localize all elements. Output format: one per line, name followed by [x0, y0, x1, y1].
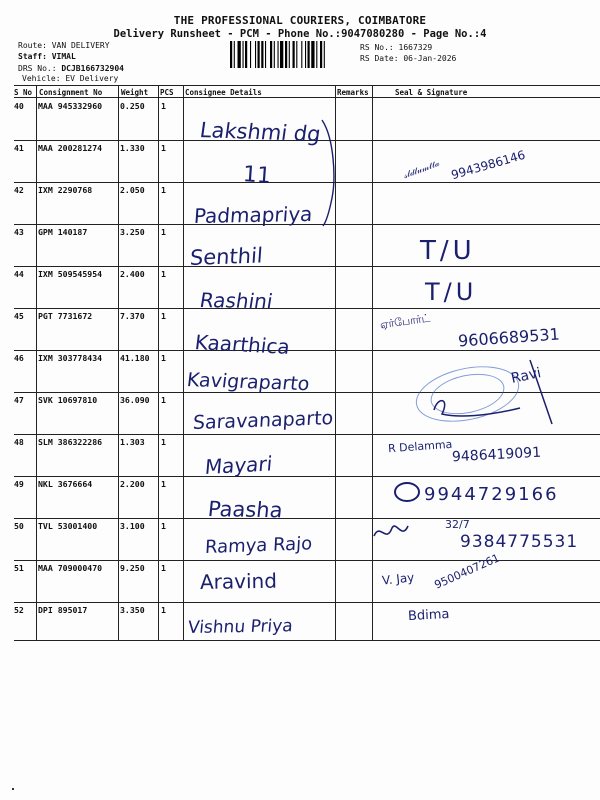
pcs-cell: 1: [161, 437, 166, 447]
signature-phone: 9500407261: [432, 551, 502, 592]
sno-cell: 45: [14, 311, 24, 321]
col-header-pcs: PCS: [160, 88, 174, 97]
consignee-handwriting: Vishnu Priya: [187, 616, 294, 639]
signature-loop-icon: [392, 480, 422, 504]
drs-label: DRS No.:: [18, 64, 57, 73]
table-row: [14, 266, 600, 308]
weight-cell: 41.180: [120, 353, 150, 363]
sno-cell: 44: [14, 269, 24, 279]
sno-cell: 46: [14, 353, 24, 363]
signature-phone: 9943986146: [449, 147, 527, 183]
consignment-cell: NKL 3676664: [38, 479, 93, 489]
signature-stroke: [428, 358, 558, 428]
signature-mark: 32/7: [445, 518, 470, 531]
table-row: [14, 560, 600, 602]
pcs-cell: 1: [161, 143, 166, 153]
consignee-handwriting: Ramya Rajo: [204, 533, 313, 559]
consignee-handwriting: Paasha: [206, 497, 284, 523]
consignment-cell: TVL 53001400: [38, 521, 98, 531]
col-header-consignee: Consignee Details: [185, 88, 262, 97]
pcs-cell: 1: [161, 269, 166, 279]
signature-phone: 9606689531: [457, 324, 561, 351]
weight-cell: 3.350: [120, 605, 145, 615]
consignee-handwriting: Saravanaparto: [192, 407, 334, 435]
consignee-handwriting: Senthil: [189, 243, 264, 271]
weight-cell: 2.200: [120, 479, 145, 489]
signature-name: R Delamma: [387, 437, 453, 456]
col-header-weight: Weight: [121, 88, 149, 97]
weight-cell: 1.303: [120, 437, 145, 447]
sno-cell: 42: [14, 185, 24, 195]
pcs-cell: 1: [161, 521, 166, 531]
consignment-cell: MAA 200281274: [38, 143, 103, 153]
weight-cell: 3.100: [120, 521, 145, 531]
sno-cell: 50: [14, 521, 24, 531]
rs-date: RS Date: 06-Jan-2026: [360, 54, 457, 63]
weight-cell: 9.250: [120, 563, 145, 573]
consignment-cell: IXM 509545954: [38, 269, 103, 279]
signature-tamil: ஏர்போர்ட்: [379, 311, 432, 332]
pcs-cell: 1: [161, 227, 166, 237]
pcs-cell: 1: [161, 353, 166, 363]
pcs-cell: 1: [161, 395, 166, 405]
pcs-cell: 1: [161, 479, 166, 489]
consignment-cell: MAA 945332960: [38, 101, 103, 111]
weight-cell: 7.370: [120, 311, 145, 321]
consignment-cell: PGT 7731672: [38, 311, 93, 321]
signature-phone: 9944729166: [424, 484, 559, 505]
signature-name: Ravi: [509, 365, 543, 387]
sno-cell: 47: [14, 395, 24, 405]
signature-scribble: 𝓈𝓁𝒹𝓁𝓊𝓂𝓉𝓉𝒶: [402, 158, 442, 182]
col-header-signature: Seal & Signature: [395, 88, 468, 97]
sno-cell: 41: [14, 143, 24, 153]
pcs-cell: 1: [161, 563, 166, 573]
barcode-icon: [230, 41, 355, 68]
signature-tu: T/U: [425, 278, 478, 306]
consignee-handwriting: Mayari: [203, 451, 274, 480]
sno-cell: 49: [14, 479, 24, 489]
pcs-cell: 1: [161, 185, 166, 195]
scan-dot: [12, 788, 14, 790]
sno-cell: 48: [14, 437, 24, 447]
col-header-consignment: Consignment No: [39, 88, 103, 97]
consignee-handwriting: Kaarthica: [193, 330, 292, 359]
runsheet-title: Delivery Runsheet - PCM - Phone No.:9047080280 - Page No.:4: [113, 28, 487, 40]
col-header-remarks: Remarks: [337, 88, 369, 97]
company-title: THE PROFESSIONAL COURIERS, COIMBATORE: [173, 14, 427, 27]
route-label: Route: VAN DELIVERY: [18, 41, 110, 50]
pcs-cell: 1: [161, 605, 166, 615]
weight-cell: 36.090: [120, 395, 150, 405]
consignment-cell: SLM 386322286: [38, 437, 103, 447]
signature-phone: 9384775531: [460, 532, 579, 552]
consignment-cell: IXM 2290768: [38, 185, 93, 195]
consignee-handwriting: Padmapriya: [193, 201, 314, 229]
weight-cell: 1.330: [120, 143, 145, 153]
vehicle-label: Vehicle: EV Delivery: [22, 74, 119, 83]
drs-value: DCJB166732904: [61, 64, 124, 73]
rs-number: RS No.: 1667329: [360, 43, 433, 52]
weight-cell: 2.400: [120, 269, 145, 279]
signature-scribble-icon: [370, 518, 410, 548]
consignment-cell: DPI 895017: [38, 605, 88, 615]
consignment-cell: GPM 140187: [38, 227, 88, 237]
consignee-handwriting: Kavigraparto: [185, 369, 311, 396]
consignee-handwriting: Aravind: [199, 568, 278, 594]
consignee-handwriting: 11: [242, 162, 272, 189]
consignment-cell: MAA 709000470: [38, 563, 103, 573]
pcs-cell: 1: [161, 311, 166, 321]
table-row: [14, 224, 600, 266]
bracket-mark: [320, 118, 340, 228]
weight-cell: 2.050: [120, 185, 145, 195]
weight-cell: 0.250: [120, 101, 145, 111]
sno-cell: 51: [14, 563, 24, 573]
sno-cell: 40: [14, 101, 24, 111]
staff-label: Staff: VIMAL: [18, 52, 76, 61]
signature-phone: 9486419091: [451, 444, 542, 466]
weight-cell: 3.250: [120, 227, 145, 237]
signature-name: Bdima: [407, 606, 450, 625]
consignment-cell: IXM 303778434: [38, 353, 103, 363]
consignment-cell: SVK 10697810: [38, 395, 98, 405]
signature-name: V. Jay: [381, 570, 415, 588]
sno-cell: 43: [14, 227, 24, 237]
consignee-handwriting: Rashini: [198, 288, 275, 314]
consignee-handwriting: Lakshmi dg: [198, 118, 323, 147]
col-header-sno: S No: [14, 88, 33, 97]
sno-cell: 52: [14, 605, 24, 615]
table-row: [14, 602, 600, 644]
signature-tu: T/U: [420, 236, 476, 266]
pcs-cell: 1: [161, 101, 166, 111]
